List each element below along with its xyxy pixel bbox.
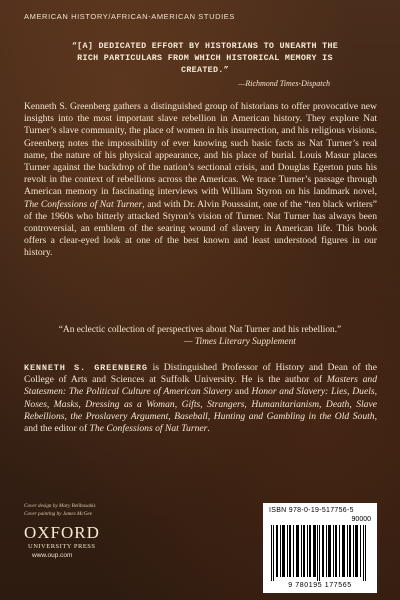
publisher-block [24,524,124,560]
publisher-logo: OXFORD [24,523,100,542]
barcode-digits: 9 780195 177565 [288,582,352,589]
bio-book-3: The Confessions of Nat Turner [89,423,208,435]
publisher-subtitle: UNIVERSITY PRESS [28,543,96,550]
cover-credits [24,503,95,518]
description-part-2: , and with Dr. Alvin Poussaint, one of the “ten black writers” of the 1960s who bitterly attacked Styron’s vision of Turner. Nat Turner has always been controversial, an emblem of the searing wound of slavery in American life. This book offers a clear-eyed look at one of the best known and least understood figures in our history. [24,198,378,259]
bio-text-4: . [207,423,210,435]
bio-book-2: Honor and Slavery: Lies, Duels, Noses, Masks, Dressing as a Woman, Gifts, Strangers, Humanitarianism, Death, Slave Rebellions, the Proslavery Argument, Baseball, Hunting and Gambling in the Old South [24,386,377,422]
top-quote-source: —Richmond Times-Dispatch [238,79,330,88]
barcode-icon [269,525,371,581]
barcode-panel [263,503,377,593]
description-part-1: Kenneth S. Greenberg gathers a distinguished group of historians to offer provocative new insights into the most important slave rebellion in American history. They explore Nat Turner’s slave community, the place of women in his insurrection, and his religious visions. Greenberg notes the impossibility of ever knowing such basic facts as Nat Turner’s real name, the nature of his physical appearance, and his place of burial. Louis Masur places Turner against the backdrop of the nation’s sectional crisis, and Douglas Egerton puts his revolt in the context of rebellions across the Americas. We trace Turner’s passage through American memory in fascinating interviews with William Styron on his landmark novel, [24,101,377,198]
cover-painting-credit: Cover painting by James McGee [24,510,92,517]
top-quote: “[A] DEDICATED EFFORT BY HISTORIANS TO UNEARTH THE RICH PARTICULARS FROM WHICH HISTORICAL MEMORY IS CREATED.” [71,41,339,75]
category-label: AMERICAN HISTORY/AFRICAN-AMERICAN STUDIES [24,12,236,21]
cover-design-credit: Cover design by Mary Belibasakis [24,503,96,509]
bio-book-1: Masters and Statesmen: The Political Culture of American Slavery [24,374,377,398]
price-code: 90000 [351,516,371,523]
author-name: KENNETH S. GREENBERG [24,363,148,373]
author-bio [24,362,377,435]
isbn-label: ISBN 978-0-19-517756-5 [269,507,354,514]
description-title: The Confessions of Nat Turner [24,198,143,210]
book-description [24,101,377,260]
review-quote-source: — Times Literary Supplement [184,337,296,347]
bio-text-2: and [232,386,252,398]
bio-text-3: , and the editor of [24,410,377,435]
bio-text-1: is Distinguished Professor of History and Dean of the College of Arts and Sciences at Suffolk University. He is the author of [24,362,377,386]
publisher-website: www.oup.com [32,552,73,559]
review-quote: “An eclectic collection of perspectives about Nat Turner and his rebellion.” [58,325,342,335]
